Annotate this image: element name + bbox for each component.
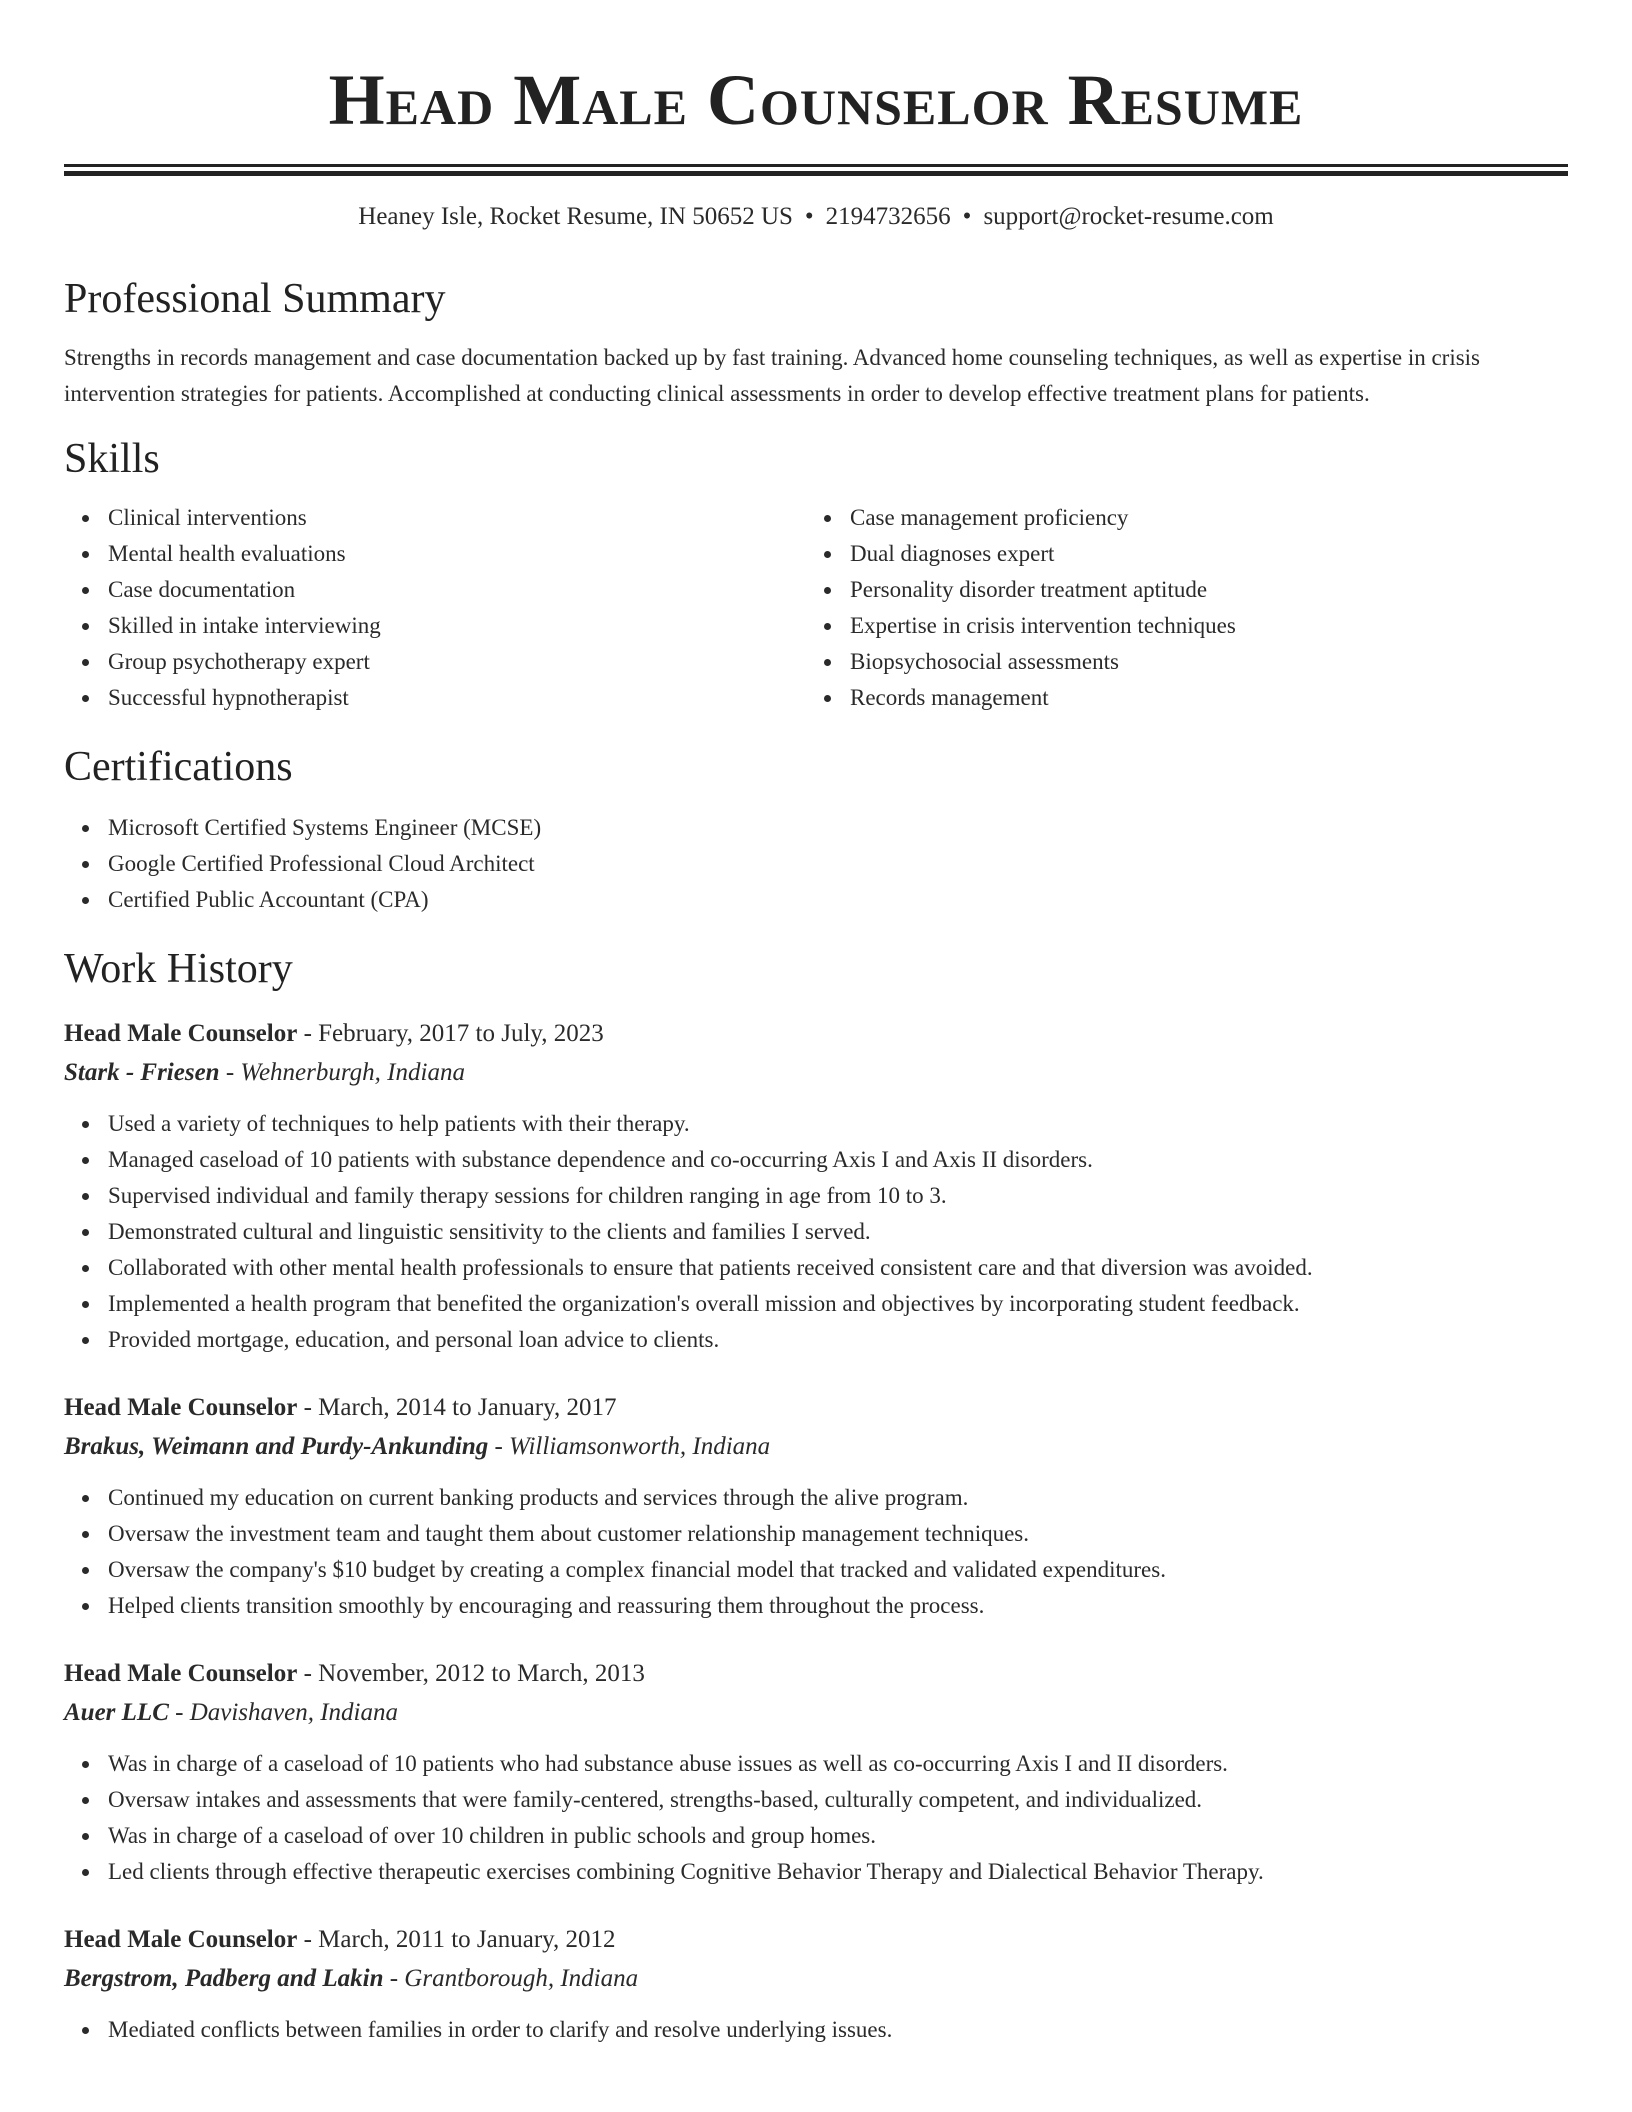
skill-item: Biopsychosocial assessments xyxy=(850,644,1548,680)
skill-item: Mental health evaluations xyxy=(108,536,806,572)
skill-item: Dual diagnoses expert xyxy=(850,536,1548,572)
job-bullet: Led clients through effective therapeutic exercises combining Cognitive Behavior Therapy and Dialectical Behavior Therapy. xyxy=(108,1854,1568,1890)
skills-heading: Skills xyxy=(64,436,160,482)
summary-heading: Professional Summary xyxy=(64,276,446,322)
skills-list-left xyxy=(64,500,806,716)
job-title: Head Male Counselor xyxy=(64,1926,298,1953)
skills-column-left xyxy=(64,500,806,716)
job-title: Head Male Counselor xyxy=(64,1020,298,1047)
job-bullet: Used a variety of techniques to help patients with their therapy. xyxy=(108,1106,1568,1142)
job-bullet: Managed caseload of 10 patients with substance dependence and co-occurring Axis I and Axis II disorders. xyxy=(108,1142,1568,1178)
job-dates: - February, 2017 to July, 2023 xyxy=(297,1020,604,1047)
job-bullets xyxy=(64,1106,1568,1358)
job-title-line xyxy=(64,1654,1568,1694)
skills-list-right xyxy=(806,500,1548,716)
job-entry xyxy=(64,1388,1568,1624)
job-dates: - March, 2014 to January, 2017 xyxy=(297,1394,617,1421)
job-bullet: Oversaw intakes and assessments that were family-centered, strengths-based, culturally competent, and individualized. xyxy=(108,1782,1568,1818)
job-entry xyxy=(64,1654,1568,1890)
company-line xyxy=(64,1428,1568,1466)
certification-item: Microsoft Certified Systems Engineer (MCSE) xyxy=(108,810,1568,846)
company-name: Auer LLC xyxy=(64,1699,169,1726)
job-bullet: Collaborated with other mental health professionals to ensure that patients received consistent care and that diversion was avoided. xyxy=(108,1250,1568,1286)
contact-address: Heaney Isle, Rocket Resume, IN 50652 US xyxy=(358,203,793,230)
skill-item: Case documentation xyxy=(108,572,806,608)
skills-column-right xyxy=(806,500,1548,716)
certification-item: Google Certified Professional Cloud Architect xyxy=(108,846,1568,882)
job-bullet: Demonstrated cultural and linguistic sensitivity to the clients and families I served. xyxy=(108,1214,1568,1250)
job-bullet: Helped clients transition smoothly by encouraging and reassuring them throughout the process. xyxy=(108,1588,1568,1624)
job-bullets xyxy=(64,1480,1568,1624)
job-bullet: Continued my education on current banking products and services through the alive program. xyxy=(108,1480,1568,1516)
job-bullet: Implemented a health program that benefited the organization's overall mission and objectives by incorporating student feedback. xyxy=(108,1286,1568,1322)
job-bullet: Was in charge of a caseload of 10 patients who had substance abuse issues as well as co-occurring Axis I and II disorders. xyxy=(108,1746,1568,1782)
company-line xyxy=(64,1694,1568,1732)
company-name: Brakus, Weimann and Purdy-Ankunding xyxy=(64,1433,489,1460)
company-location: - Wehnerburgh, Indiana xyxy=(219,1059,465,1086)
skill-item: Group psychotherapy expert xyxy=(108,644,806,680)
skill-item: Records management xyxy=(850,680,1548,716)
job-bullet: Supervised individual and family therapy sessions for children ranging in age from 10 to 3. xyxy=(108,1178,1568,1214)
skills-grid xyxy=(64,500,1568,716)
contact-separator: • xyxy=(962,203,972,230)
contact-phone: 2194732656 xyxy=(825,203,951,230)
company-location: - Grantborough, Indiana xyxy=(383,1965,639,1992)
job-bullet: Provided mortgage, education, and personal loan advice to clients. xyxy=(108,1322,1568,1358)
job-bullet: Oversaw the investment team and taught them about customer relationship management techniques. xyxy=(108,1516,1568,1552)
job-bullet: Oversaw the company's $10 budget by creating a complex financial model that tracked and validated expenditures. xyxy=(108,1552,1568,1588)
skill-item: Successful hypnotherapist xyxy=(108,680,806,716)
certifications-list xyxy=(64,810,1568,918)
skill-item: Clinical interventions xyxy=(108,500,806,536)
job-title-line xyxy=(64,1014,1568,1054)
skill-item: Skilled in intake interviewing xyxy=(108,608,806,644)
certification-item: Certified Public Accountant (CPA) xyxy=(108,882,1568,918)
title-divider xyxy=(64,164,1568,176)
company-location: - Davishaven, Indiana xyxy=(168,1699,398,1726)
job-bullet: Was in charge of a caseload of over 10 children in public schools and group homes. xyxy=(108,1818,1568,1854)
skill-item: Case management proficiency xyxy=(850,500,1548,536)
contact-email: support@rocket-resume.com xyxy=(983,203,1274,230)
work-history-heading: Work History xyxy=(64,946,293,992)
skill-item: Personality disorder treatment aptitude xyxy=(850,572,1548,608)
company-name: Stark - Friesen xyxy=(64,1059,220,1086)
job-entry xyxy=(64,1920,1568,2048)
job-bullet: Mediated conflicts between families in order to clarify and resolve underlying issues. xyxy=(108,2012,1568,2048)
summary-text: Strengths in records management and case documentation backed up by fast training. Advanced home counseling techniques, as well as expertise in crisis intervention strategies for patients. Accomplished at conducting clinical assessments in order to develop effective treatment plans for patients. xyxy=(64,345,1481,406)
company-location: - Williamsonworth, Indiana xyxy=(488,1433,771,1460)
company-name: Bergstrom, Padberg and Lakin xyxy=(64,1965,384,1992)
job-title-line xyxy=(64,1920,1568,1960)
job-dates: - March, 2011 to January, 2012 xyxy=(297,1926,616,1953)
resume-title: Head Male Counselor Resume xyxy=(328,60,1304,140)
company-line xyxy=(64,1054,1568,1092)
job-entry xyxy=(64,1014,1568,1358)
job-title: Head Male Counselor xyxy=(64,1394,298,1421)
job-title-line xyxy=(64,1388,1568,1428)
job-dates: - November, 2012 to March, 2013 xyxy=(297,1660,645,1687)
skill-item: Expertise in crisis intervention techniques xyxy=(850,608,1548,644)
contact-separator: • xyxy=(804,203,814,230)
job-title: Head Male Counselor xyxy=(64,1660,298,1687)
job-bullets xyxy=(64,2012,1568,2048)
certifications-heading: Certifications xyxy=(64,744,293,790)
contact-line xyxy=(64,202,1568,232)
company-line xyxy=(64,1960,1568,1998)
job-bullets xyxy=(64,1746,1568,1890)
